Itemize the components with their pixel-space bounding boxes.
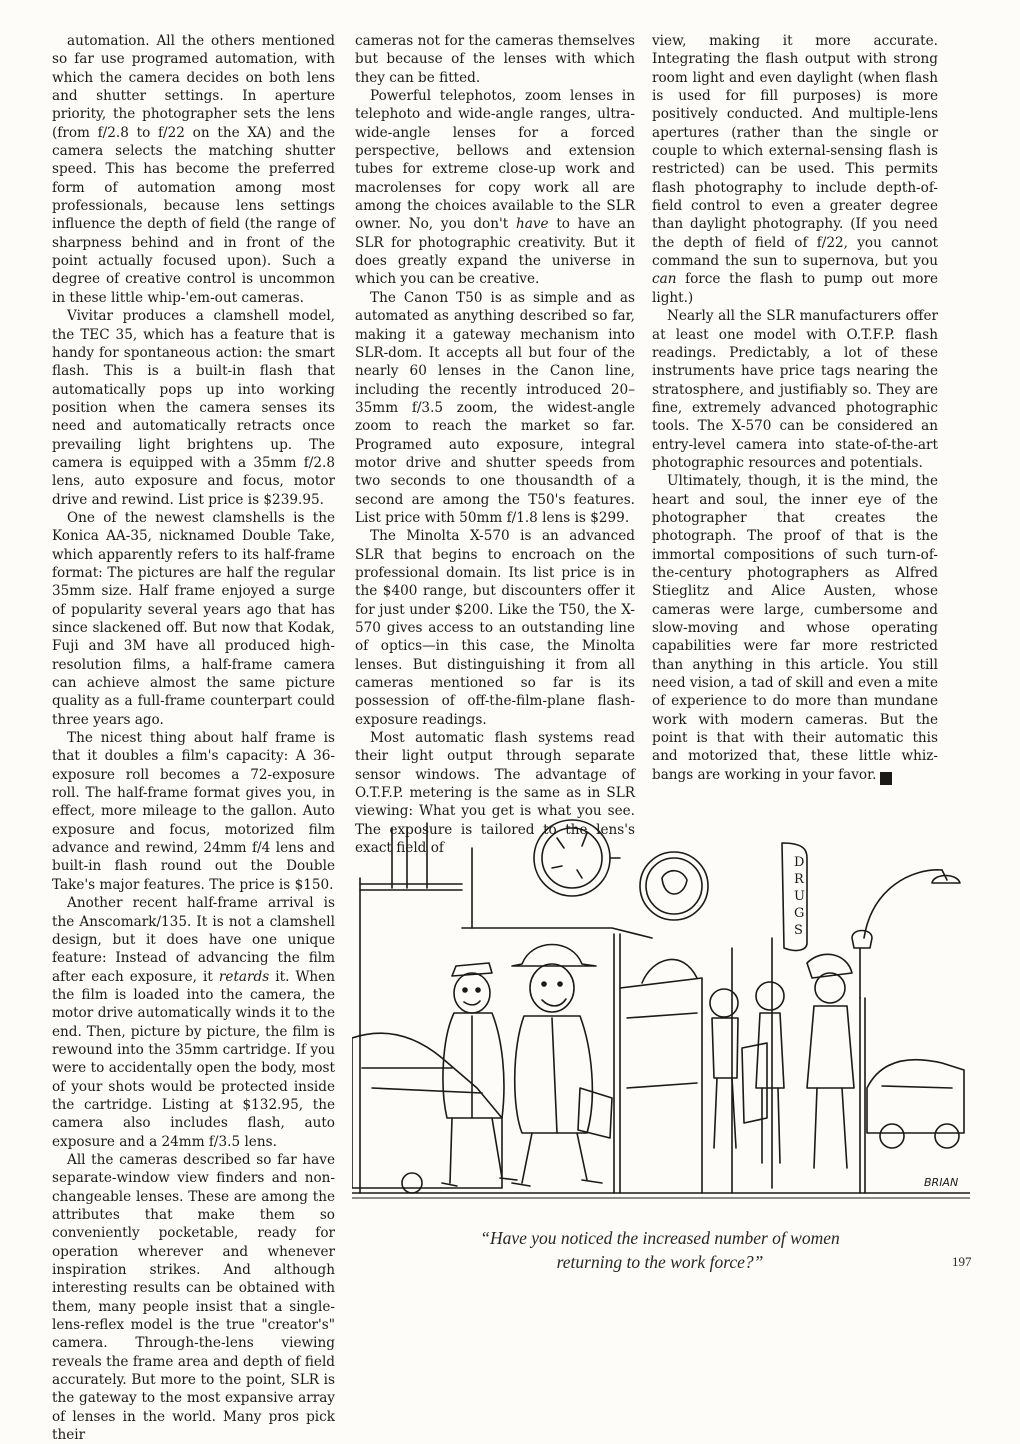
clock-sign [534, 820, 620, 896]
page-number: 197 [952, 1254, 972, 1269]
paragraph: cameras not for the cameras themselves but because of the lenses with which they can be fitted. [355, 33, 635, 86]
paragraph: Another recent half-frame arrival is the Anscomark/135. It is not a clamshell design, but it does have one unique feature: Instead of advancing the film after each exposure, it retards it. When the film is loaded into the camera, the motor drive automatically winds it to the end. Then, picture by picture, the film is rewound into the 35mm cartridge. If you were to accidentally open the body, most of your shots would be protected inside the cartridge. Listing at $132.95, the camera also includes flash, auto exposure and a 24mm f/3.5 lens. [52, 895, 335, 1150]
cartoon-caption [380, 1226, 940, 1274]
taxi-car [867, 1060, 964, 1148]
paragraph: Powerful telephotos, zoom lenses in telephoto and wide-angle ranges, ultra-wide-angle lenses for a forced perspective, bellows and extension tubes for extreme close-up work and macrolenses for copy work all are among the choices available to the SLR owner. No, you don't have to have an SLR for photographic creativity. But it does greatly expand the universe in which you can be creative. [355, 88, 635, 288]
drugs-sign-letter: U [794, 889, 805, 904]
drugs-sign-letter: D [794, 855, 805, 870]
svg-text:DRUGS [794, 855, 805, 938]
paragraph: All the cameras described so far have separate-window view finders and non-changeable lenses. These are among the attributes that make them so conveniently pocketable, ready for operation wherever and whenever inspiration strikes. And although interesting results can be obtained with them, many people insist that a single-lens-reflex model is the true "creator's" camera. Through-the-lens viewing reveals the frame area and depth of field accurately. But more to the point, SLR is the gateway to the most expansive array of lenses in the world. Many pros pick their [52, 1151, 335, 1444]
paragraph: Ultimately, though, it is the mind, the heart and soul, the inner eye of the photographer that creates the photograph. The proof of that is the immortal compositions of such turn-of-the-century photographers as Alfred Stieglitz and Alice Austen, whose cameras were large, cumbersome and slow-moving and whose operating capabilities were far more restricted than anything in this article. You still need vision, a tad of skill and even a mite of experience to do more than mundane work with modern cameras. But the point is that with their automatic this and motorized that, these little whiz-bangs are working in your favor. ♦ [652, 473, 938, 784]
street-lamp [852, 870, 960, 1193]
man-left [442, 963, 517, 1186]
emphasis: can [652, 271, 677, 288]
medallion-sign [640, 852, 708, 920]
emphasis: retards [218, 968, 270, 985]
drugs-sign-letter: S [794, 923, 803, 938]
caption-line-2: returning to the work force?” [556, 1252, 764, 1272]
artist-signature: BRIAN [924, 1176, 959, 1189]
caption-line-1: “Have you noticed the increased number of women [480, 1228, 840, 1248]
paragraph: The nicest thing about half frame is that it doubles a film's capacity: A 36-exposure roll becomes a 72-exposure roll. The half-frame format gives you, in effect, more mileage to the gallon. Auto exposure and focus, motorized film advance and rewind, 24mm f/4 lens and built-in flash round out the Double Take's major features. The price is $150. [52, 730, 335, 893]
paragraph: Nearly all the SLR manufacturers offer at least one model with O.T.F.P. flash readings. Predictably, a lot of these instruments have price tags nearing the stratosphere, and justifiably so. They are fine, extremely advanced photographic tools. The X-570 can be considered an entry-level camera into state-of-the-art photographic resources and potentials. [652, 308, 938, 471]
paragraph: view, making it more accurate. Integrating the flash output with strong room light and even daylight (when flash is used for fill purposes) is more positively conducted. And multiple-lens apertures (rather than the single or couple to which external-sensing flash is restricted) can be used. This permits flash photography to include depth-of-field control to even a greater degree than daylight photography. (If you need the depth of field of f/22, you cannot command the sun to supernova, but you can force the flash to pump out more light.) [652, 33, 938, 306]
paragraph: Vivitar produces a clamshell model, the TEC 35, which has a feature that is handy for spontaneous action: the smart flash. This is a built-in flash that automatically pops up into working position when the camera senses its need and automatically retracts once prevailing light brightens up. The camera is equipped with a 35mm f/2.8 lens, auto exposure and focus, motor drive and rewind. List price is $239.95. [52, 308, 335, 508]
paragraph: One of the newest clamshells is the Konica AA-35, nicknamed Double Take, which apparently refers to its half-frame format: The pictures are half the regular 35mm size. Half frame enjoyed a surge of popularity several years ago that has since slackened off. But now that Kodak, Fuji and 3M have all produced high-resolution films, a half-frame camera can achieve almost the same picture quality as a full-frame counterpart could three years ago. [52, 509, 335, 728]
cartoon-buildings [352, 823, 970, 1198]
cartoon-illustration [352, 788, 970, 1208]
paragraph: The Canon T50 is as simple and as automated as anything described so far, making it a gateway mechanism into SLR-dom. It accepts all but four of the nearly 60 lenses in the Canon line, including the recently introduced 20–35mm f/3.5 zoom, the widest-angle zoom to reach the market so far. Programed auto exposure, integral motor drive and shutter speeds from two seconds to one thousandth of a second are among the T50's features. List price with 50mm f/1.8 lens is $299. [355, 289, 635, 526]
article-column-1 [52, 32, 335, 1444]
emphasis: have [515, 216, 549, 233]
man-right [512, 945, 612, 1187]
paragraph: The Minolta X-570 is an advanced SLR that begins to encroach on the professional domain. Its list price is in the $400 range, but discounters offer it for just under $200. Like the T50, the X-570 gives access to an outstanding line of optics—in this case, the Minolta lenses. But distinguishing it from all cameras mentioned so far is its possession of off-the-film-plane flash-exposure readings. [355, 528, 635, 728]
foreground-car [352, 1033, 502, 1193]
paragraph: automation. All the others mentioned so far use programed automation, with which the camera decides on both lens and shutter settings. In aperture priority, the photographer sets the lens (from f/2.8 to f/22 on the XA) and the camera selects the matching shutter speed. This has become the preferred form of automation among most professionals, because lens settings influence the depth of field (the range of sharpness behind and in front of the point actually focused upon). Such a degree of creative control is uncommon in these little whip-'em-out cameras. [52, 33, 335, 306]
article-column-3 [652, 32, 938, 785]
paragraph: Most automatic flash systems read their light output through separate sensor windows. The advantage of O.T.F.P. metering is the same as in SLR viewing: What you get is what you see. The exposure is tailored to the lens's exact field of [355, 730, 635, 857]
drugs-sign [782, 843, 807, 950]
article-column-2 [355, 32, 635, 857]
end-mark-icon: ♦ [880, 772, 892, 785]
drugs-sign-letter: G [794, 906, 805, 921]
drugs-sign-letter: R [794, 872, 804, 887]
